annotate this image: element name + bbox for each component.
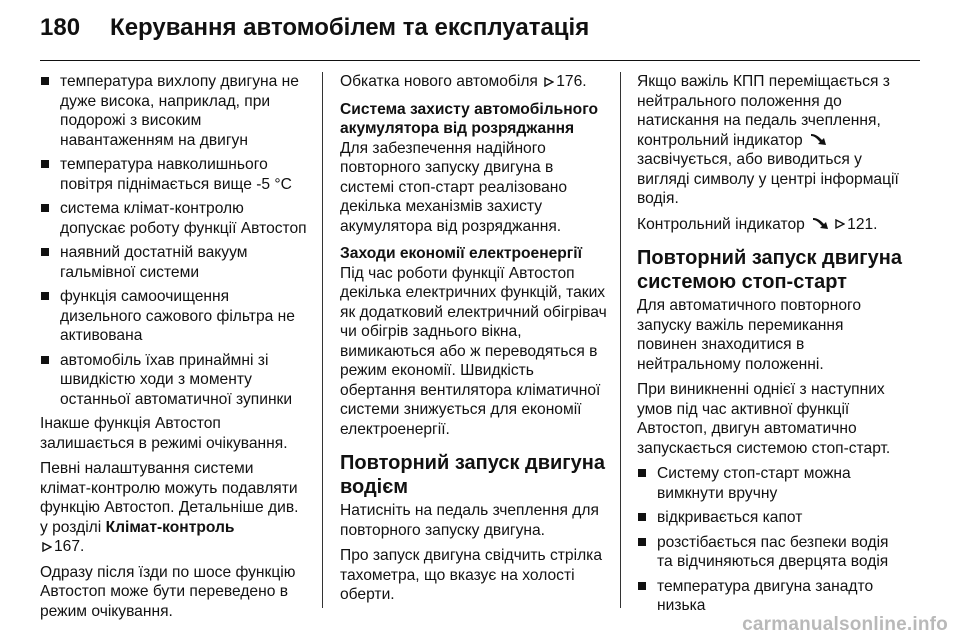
paragraph: Натисніть на педаль зчеплення для повторного запуску двигуна.: [340, 502, 599, 539]
restart-condition-list: [637, 464, 903, 616]
reference-triangle-icon: [42, 542, 52, 552]
paragraph-with-reference: [40, 459, 308, 557]
autostop-indicator-icon: [809, 133, 829, 147]
page-reference[interactable]: 121.: [847, 215, 878, 233]
list-item: система клімат-контролю допускає роботу функції Автостоп: [40, 199, 308, 238]
chapter-title: Керування автомобілем та експлуатація: [110, 14, 590, 41]
paragraph-with-reference: [340, 72, 608, 92]
list-item: функція самоочищення дизельного сажового фільтра не активована: [40, 287, 308, 346]
paragraph: Про запуск двигуна свідчить стрілка тахометра, що вказує на холості оберти.: [340, 547, 603, 603]
section-heading-large: Повторний запуск двигуна системою стоп-старт: [637, 247, 902, 293]
paragraph-text: Якщо важіль КПП переміщається з нейтрального положення до натискання на педаль зчеплення, контрольний індикатор: [637, 73, 890, 149]
paragraph-text: засвічується, або виводиться у вигляді символу у центрі інформації водія.: [637, 151, 899, 207]
paragraph: Для автоматичного повторного запуску важіль перемикання повинен знаходитися в нейтральному положенні.: [637, 297, 862, 373]
paragraph-text: Певні налаштування системи клімат-контролю можуть подавляти функцію Автостоп. Детальніше див. у розділі: [40, 460, 299, 536]
page-reference[interactable]: 176.: [556, 73, 587, 90]
paragraph: При виникненні однієї з наступних умов під час активної функції Автостоп, двигун автоматично запускається системою стоп-старт.: [637, 381, 891, 457]
list-item: температура вихлопу двигуна не дуже висока, наприклад, при подорожі з високим навантаженням на двигун: [40, 72, 308, 150]
list-item: температура навколишнього повітря піднімається вище -5 °C: [40, 155, 308, 194]
watermark: carmanualsonline.info: [742, 614, 948, 635]
paragraph-with-reference: [637, 215, 903, 235]
condition-list: [40, 72, 308, 409]
page-reference[interactable]: 167.: [54, 538, 85, 555]
paragraph-text: Обкатка нового автомобіля: [340, 73, 538, 90]
paragraph-text: Контрольний індикатор: [637, 215, 805, 233]
column-3: [637, 72, 903, 621]
column-divider-2: [620, 72, 621, 608]
autostop-indicator-icon: [811, 217, 831, 231]
paragraph: Під час роботи функції Автостоп декілька електричних функцій, таких як додатковий електричний обігрівач чи обігрів заднього вікна, вимикаються або ж переводяться в режим економії. Швидкість обертання вентилятора кліматичної системи знижується для економії електроенергії.: [340, 264, 607, 438]
list-item: Систему стоп-старт можна вимкнути вручну: [637, 464, 903, 503]
list-item: наявний достатній вакуум гальмівної системи: [40, 243, 308, 282]
page-header: [40, 14, 920, 54]
column-1: [40, 72, 308, 627]
paragraph: Одразу після їзди по шосе функцію Автостоп може бути переведено в режим очікування.: [40, 563, 296, 620]
column-2: [340, 72, 608, 611]
paragraph: Інакше функція Автостоп залишається в режимі очікування.: [40, 415, 288, 452]
reference-triangle-icon: [835, 219, 845, 229]
list-item: температура двигуна занадто низька: [637, 577, 903, 616]
paragraph-with-indicator: [637, 72, 903, 209]
reference-triangle-icon: [544, 77, 554, 87]
paragraph: Для забезпечення надійного повторного запуску двигуна в системі стоп-старт реалізовано декілька механізмів захисту акумулятора від розряджання.: [340, 139, 568, 235]
header-divider: [40, 60, 920, 61]
column-divider-1: [322, 72, 323, 608]
section-heading-large: Повторний запуск двигуна водієм: [340, 452, 605, 498]
section-heading: Система захисту автомобільного акумулятора від розряджання: [340, 100, 599, 137]
cross-reference-link[interactable]: Клімат-контроль: [105, 518, 235, 536]
list-item: відкривається капот: [637, 508, 903, 528]
page-number: 180: [40, 14, 81, 41]
list-item: розстібається пас безпеки водія та відчиняються дверцята водія: [637, 533, 903, 572]
section-heading: Заходи економії електроенергії: [340, 245, 583, 262]
list-item: автомобіль їхав принаймні зі швидкістю ходи з моменту останньої автоматичної зупинки: [40, 351, 308, 410]
